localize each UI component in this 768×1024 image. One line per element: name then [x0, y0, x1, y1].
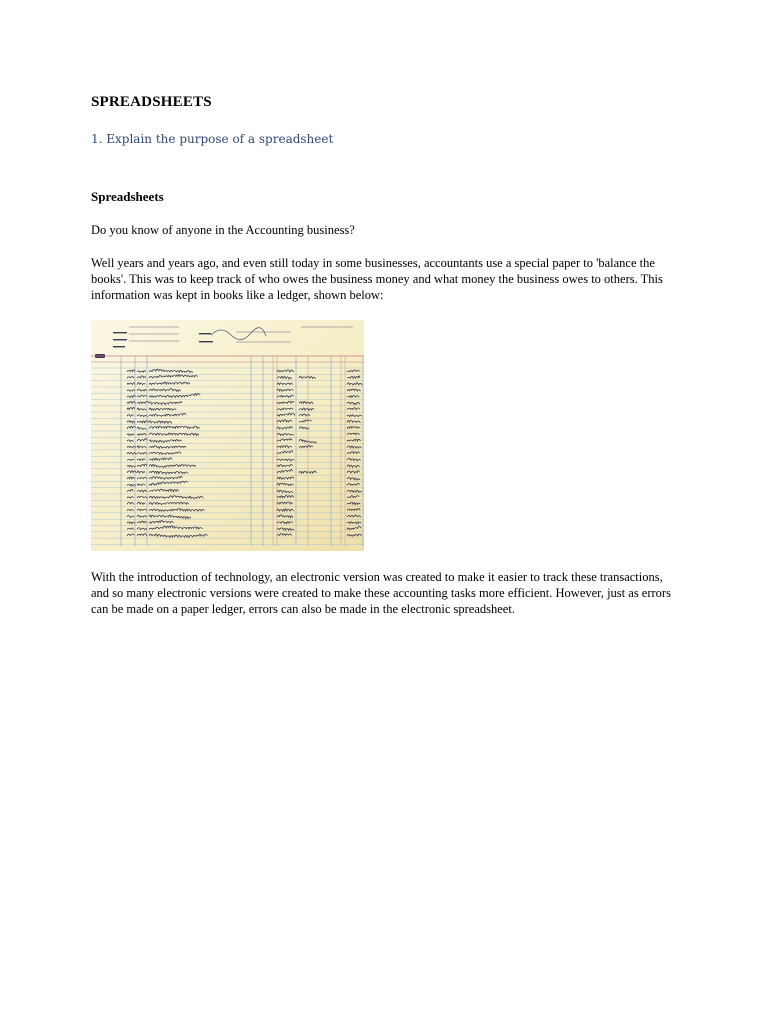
document-title: SPREADSHEETS	[91, 94, 212, 110]
intro-question: Do you know of anyone in the Accounting business?	[91, 223, 355, 237]
learning-objective: 1. Explain the purpose of a spreadsheet	[91, 132, 334, 146]
section-heading: Spreadsheets	[91, 189, 164, 204]
ledger-paragraph: Well years and years ago, and even still today in some businesses, accountants use a special paper to 'balance the books'. This was to keep track of who owes the business money and what money the business owes to others. This information was kept in books like a ledger, shown below:	[91, 256, 663, 302]
ledger-image	[91, 320, 364, 551]
technology-paragraph: With the introduction of technology, an electronic version was created to make it easier to track these transactions, and so many electronic versions were created to make these accounting tasks more efficient. However, just as errors can be made on a paper ledger, errors can also be made in the electronic spreadsheet.	[91, 570, 671, 616]
